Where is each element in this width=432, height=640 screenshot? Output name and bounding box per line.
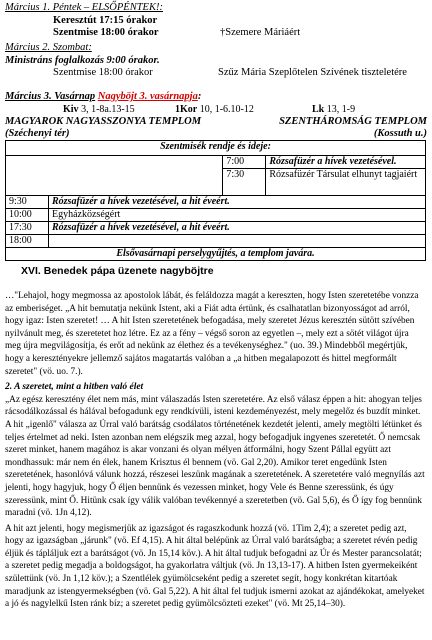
table-row [6, 235, 426, 248]
saturday-header: Március 2. Szombat: [5, 42, 92, 53]
table-row [6, 196, 426, 209]
saturday-block [5, 42, 427, 80]
friday-header: Március 1. Péntek – ELSŐPÉNTEK!: [5, 2, 163, 13]
schedule-right-text: Rózsafüzér Társulat elhunyt tagjaiért [266, 169, 426, 196]
sunday-liturgy-name: Nagyböjt 3. vasárnapja [97, 91, 198, 102]
church-left-place: (Széchenyi tér) [5, 127, 70, 139]
friday-block [5, 2, 427, 40]
table-row [6, 209, 426, 222]
schedule-left-text: Rózsafüzér a hívek vezetésével, a hit éveért. [49, 196, 426, 209]
sunday-block [5, 91, 427, 141]
article-paragraph-2: „Az egész keresztény élet nem más, mint válaszadás Isten szeretetére. Az első válasz éppen a hit: ahogyan teljes rácsodálkozással és hálával befogadunk egy rendkívüli, isteni kezdeményezést, mely megelőz és buzdít minket. A hit „igenlő" válasza az Úrral való barátság csodálatos történetének kezdetét jelenti, amely megtölti létünket és teljes értelmet ad neki. Isten azonban nem elégszik meg azzal, hogy befogadjuk ingyenes szeretetét. Ő nemcsak szeret minket, hanem magához is akar vonzani és olyan mélyen átformálni, hogy Szent Pállal együtt azt mondhassuk: már nem én élek, hanem Krisztus él bennem (vö. Gal 2,20). Amikor teret engedünk Isten szeretetének, hasonlóvá válunk hozzá, részesei leszünk magának a szeretetének. A szeretetére való megnyílás azt jelenti, hogy hagyjuk, hogy Ő éljen bennünk és vezessen minket, hogy Vele és Benne szeressünk, és úgy szeressünk, mint Ő. Hitünk csak így válik valóban tevékennyé a szeretetben (vö. Gal 5,6), és Ő így fog bennünk maradni (vö. 1Jn 4,12). [5, 394, 425, 519]
article-paragraph-3: A hit azt jelenti, hogy megismerjük az igazságot és ragaszkodunk hozzá (vö. 1Tim 2,4); a szeretet pedig azt, hogy az igazságban „járunk" (vö. Ef 4,15). A hit által belépünk az Úrral való barátságba; a szeretet révén pedig éljük és tápláljuk ezt a barátságot (vö. Jn 15,14 köv.). A hit által tudjuk befogadni az Úr és Mester parancsolatát; a szeretet pedig megadja a boldogságot, ha gyakorlatra váltjuk (vö. Jn 13,13-17). A hitben Isten gyermekeiként születtünk (vö. Jn 1,12 köv.); a Szentlélek gyümölcseként pedig a szeretet segít, hogy konkrétan kitartóak maradjunk az istengyermekségben (vö. Gal 5,22). A hit által fel tudjuk ismerni azokat az ajándékokat, amelyeket a jó és nagylelkű Isten ránk bíz; a szeretet pedig gyümölcsözteti ezeket" (vö. Mt 25,14–30). [5, 523, 425, 610]
schedule-table [5, 140, 426, 261]
friday-cross: Keresztút 17:15 órakor [53, 14, 158, 26]
article-title: XVI. Benedek pápa üzenete nagyböjtre [21, 265, 214, 277]
schedule-title: Szentmisék rendje és ideje: [6, 141, 426, 156]
reading-kor-label: 1Kor [175, 103, 198, 115]
schedule-left-text [49, 235, 426, 248]
saturday-mass: Szentmise 18:00 órakor [53, 67, 153, 78]
article-body [5, 290, 427, 614]
church-right-place: (Kossuth u.) [373, 127, 427, 139]
saturday-intent: Szűz Mária Szeplőtelen Szívének tiszteletére [218, 67, 407, 78]
friday-mass: Szentmise 18:00 órakor [53, 27, 159, 38]
schedule-left-time: 10:00 [6, 209, 49, 222]
schedule-right-text: Rózsafüzér a hívek vezetésével. [266, 156, 426, 169]
reading-kiv: 3, 1-8a.13-15 [81, 103, 135, 115]
schedule-left-time: 9:30 [6, 196, 49, 209]
schedule-footer: Elsővasárnapi perselygyűjtés, a templom javára. [6, 248, 426, 261]
reading-lk-label: Lk [312, 103, 325, 115]
schedule-right-time: 7:00 [223, 156, 266, 169]
table-row [6, 169, 426, 196]
reading-kor: 10, 1-6.10-12 [199, 103, 254, 115]
schedule-left-time: 18:00 [6, 235, 49, 248]
reading-lk: 13, 1-9 [326, 103, 356, 115]
sunday-header: Március 3. Vasárnap [5, 91, 96, 102]
sunday-colon: : [197, 91, 202, 102]
article-subheading: 2. A szeretet, mint a hitben való élet [5, 382, 144, 393]
reading-kiv-label: Kiv [63, 103, 79, 115]
church-left: MAGYAROK NAGYASSZONYA TEMPLOM [5, 115, 202, 127]
article-paragraph-1: …"Lehajol, hogy megmossa az apostolok lábát, és feláldozza magát a kereszten, hogy Isten szeretetébe vonzza az emberiséget. „A hit bemutatja nekünk Istent, aki a Fiát adta értünk, és csalhatatlan bizonyosságot ad arról, hogy igaz: Isten szeretet! … A hit Isten szeretetének befogadása, mely szeretet Jézus keresztén sütött szívében nyilvánult meg, és szeretetet hoz létre. Ez az a fény – végső soron az egyetlen –, mely ezt a sötét világot újra meg újra megvilágosítja, és erőt ad nekünk az élethez és a tevékenységhez." (uo. 39.) Mindebből megértjük, hogy a keresztényekre jellemző sajátos magatartás valóban a „a hitben megalapozott és hittel megformált szeretet" (vö. uo. 7.). [5, 291, 419, 377]
friday-intent: †Szemere Máriáért [220, 27, 301, 38]
table-row [6, 222, 426, 235]
readings [5, 104, 427, 116]
schedule-left-text: Rózsafüzér a hívek vezetésével, a hit éveért. [49, 222, 426, 235]
table-row [6, 156, 426, 169]
saturday-ministrant: Ministráns foglalkozás 9:00 órakor. [5, 54, 160, 66]
schedule-right-time: 7:30 [223, 169, 266, 196]
schedule-left-time: 17:30 [6, 222, 49, 235]
schedule-left-text: Egyházközségért [49, 209, 426, 222]
church-right: SZENTHÁROMSÁG TEMPLOM [279, 115, 427, 127]
